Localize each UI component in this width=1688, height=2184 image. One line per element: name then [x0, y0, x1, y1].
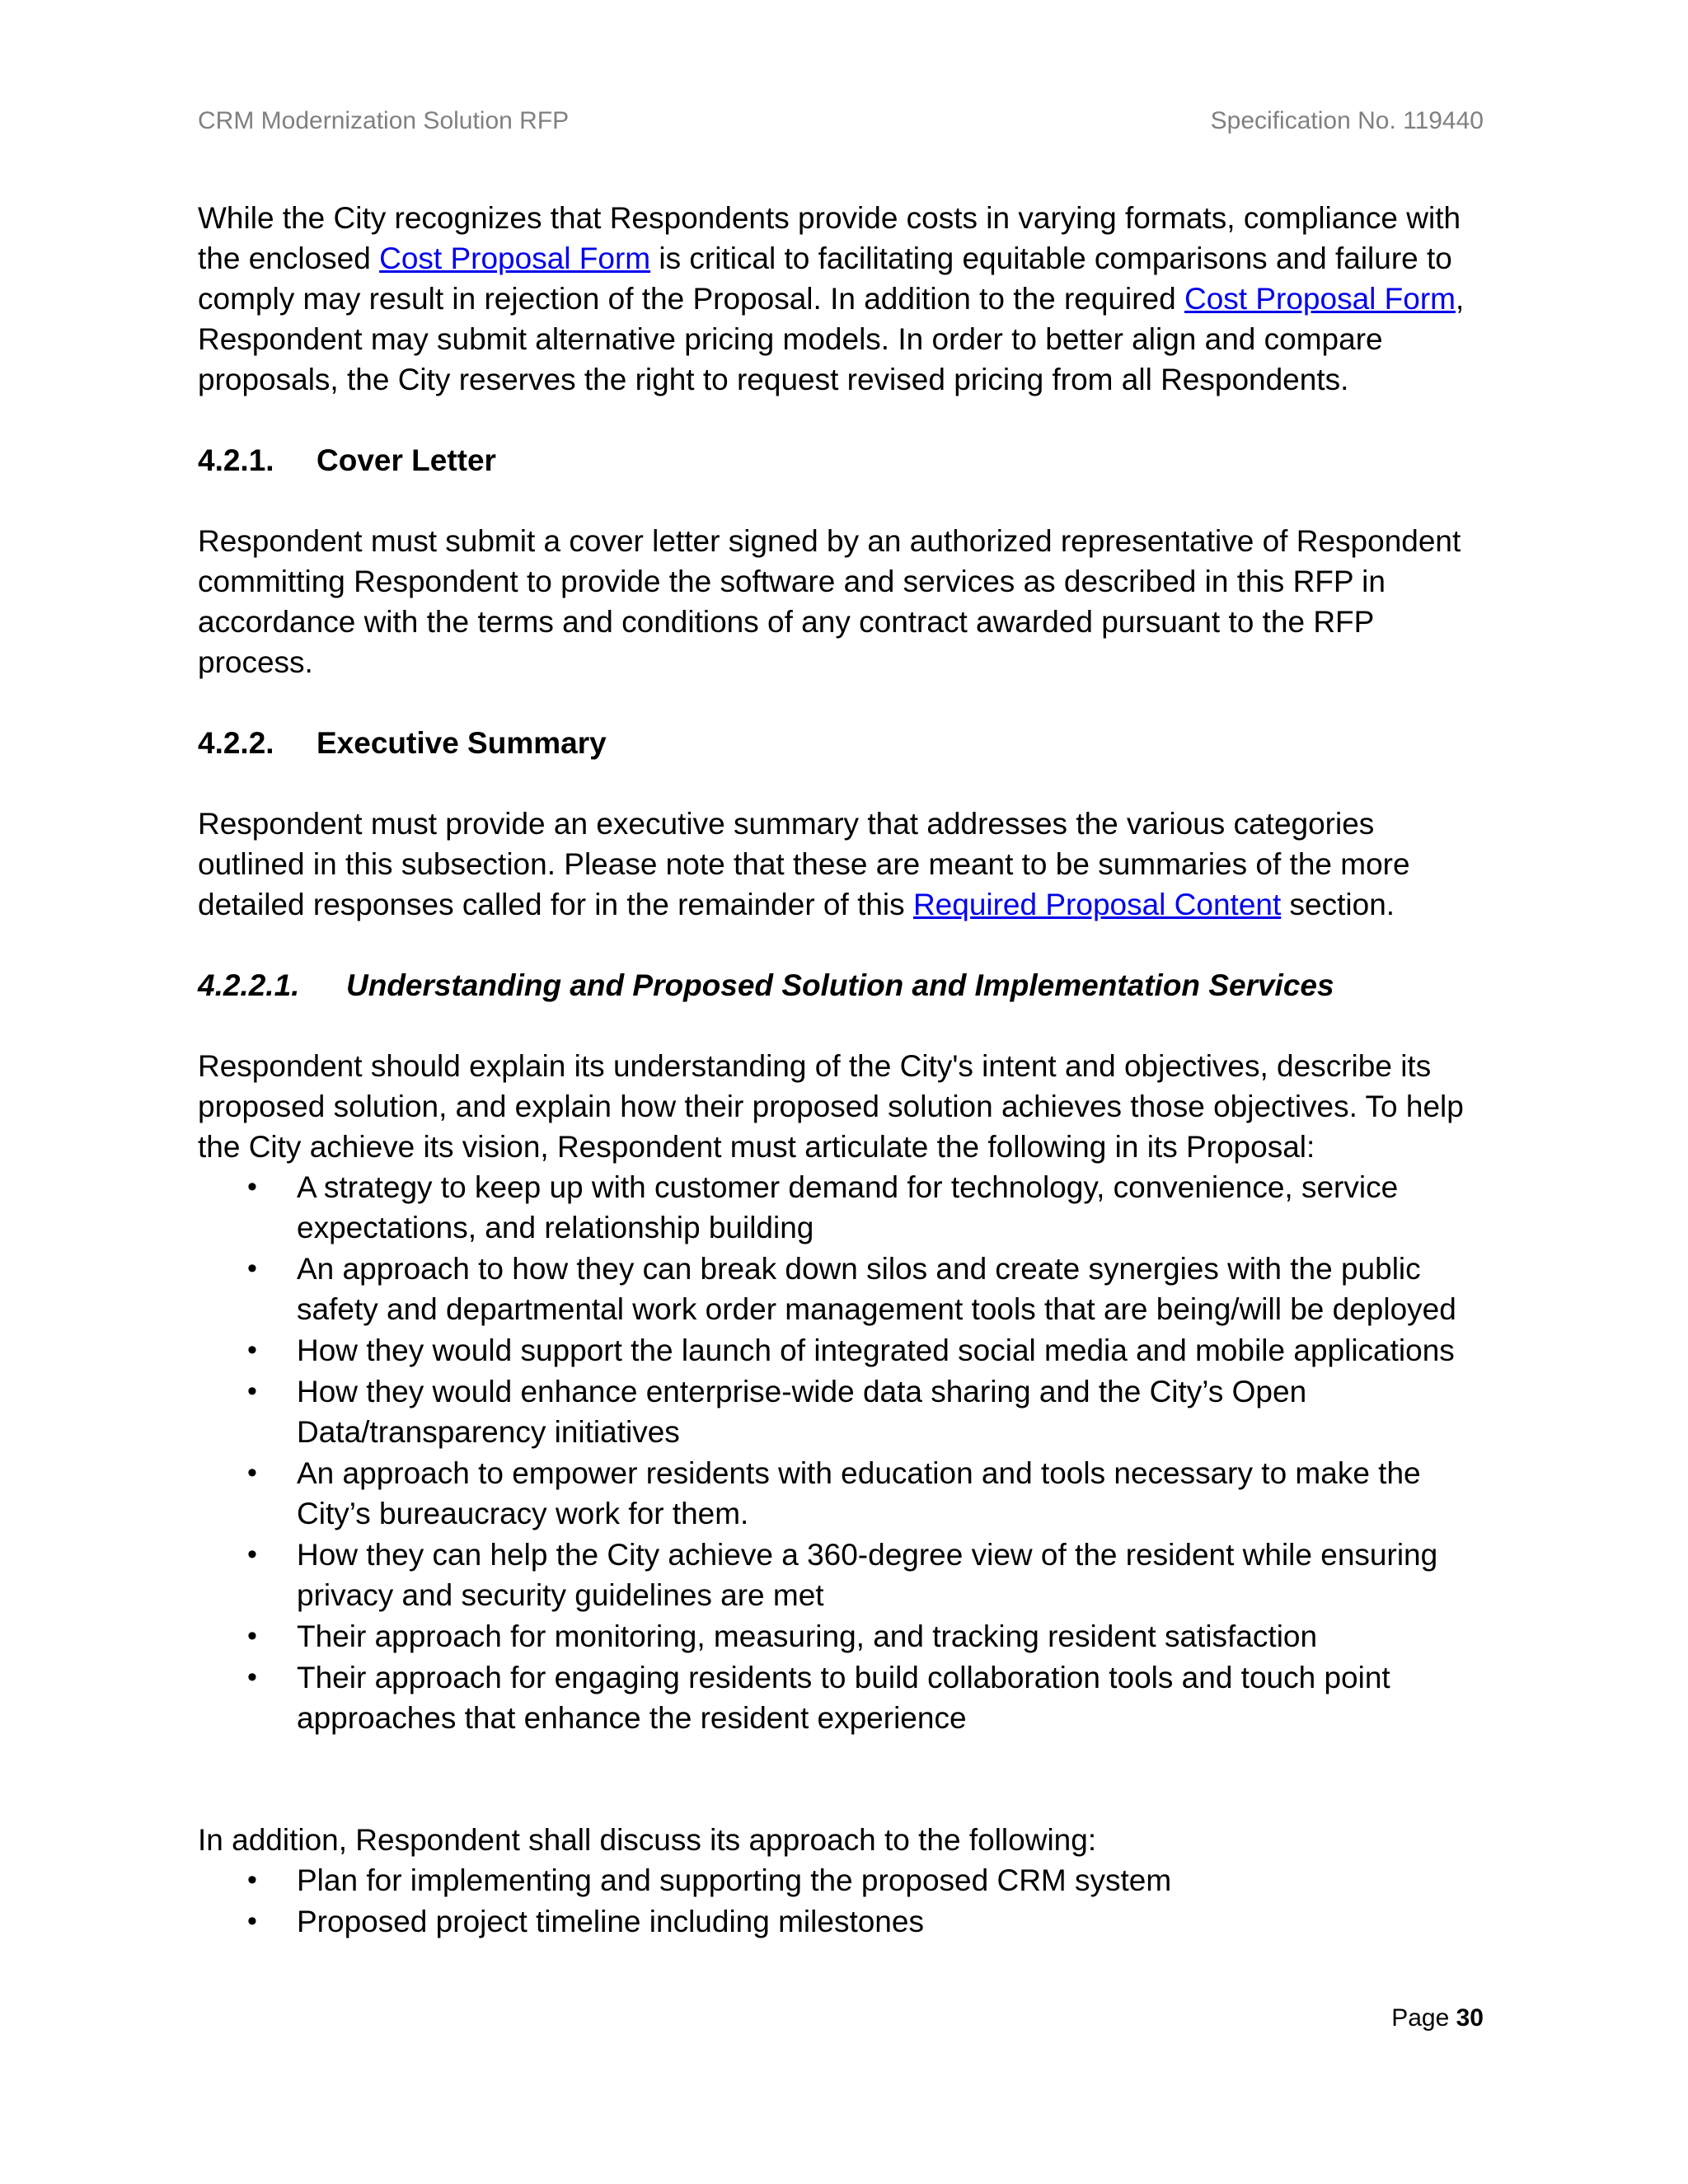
section-heading-executive-summary [198, 723, 1484, 763]
list-item-text: A strategy to keep up with customer demand for technology, convenience, service expectations, and relationship building [297, 1170, 1399, 1244]
page-content [198, 198, 1484, 1943]
section-title: Understanding and Proposed Solution and Implementation Services [346, 968, 1334, 1002]
intro-text-1: While the City recognizes that Respondents provide costs in varying formats, compliance with the enclosed [198, 201, 1461, 275]
cost-proposal-form-link-2[interactable]: Cost Proposal Form [1184, 282, 1456, 316]
list-item [247, 1453, 1484, 1534]
list-item-text: How they can help the City achieve a 360-degree view of the resident while ensuring privacy and security guidelines are met [297, 1538, 1438, 1612]
bullet-icon: • [247, 1171, 257, 1202]
list-item [247, 1616, 1484, 1657]
section-number: 4.2.2.1. [198, 968, 300, 1002]
executive-summary-paragraph [198, 804, 1484, 925]
list-item-text: An approach to how they can break down silos and create synergies with the public safety and departmental work order management tools that are being/will be deployed [297, 1252, 1456, 1326]
page-number: 30 [1456, 2004, 1484, 2032]
list-item-text: Plan for implementing and supporting the proposed CRM system [297, 1863, 1172, 1897]
list-item-text: Their approach for monitoring, measuring, and tracking resident satisfaction [297, 1619, 1318, 1653]
intro-paragraph [198, 198, 1484, 400]
section-heading-understanding [198, 965, 1484, 1005]
cost-proposal-form-link[interactable]: Cost Proposal Form [379, 241, 651, 275]
bullet-icon: • [247, 1905, 257, 1937]
bullet-icon: • [247, 1661, 257, 1693]
bullet-icon: • [247, 1376, 257, 1407]
list-item [247, 1901, 1484, 1942]
section-number: 4.2.2. [198, 726, 274, 760]
list-item [247, 1249, 1484, 1329]
list-item [247, 1330, 1484, 1371]
understanding-paragraph: Respondent should explain its understanding of the City's intent and objectives, describe its proposed solution, and explain how their proposed solution achieves those objectives. To help the City achieve its vision, Respondent must articulate the following in its Proposal: [198, 1049, 1464, 1164]
bullet-icon: • [247, 1457, 257, 1488]
bullet-icon: • [247, 1539, 257, 1570]
exec-text-1: Respondent must provide an executive summary that addresses the various categories outlined in this subsection. Please note that these are meant to be summaries of the more detailed responses called for in the remainder of this [198, 807, 1410, 921]
bullet-icon: • [247, 1620, 257, 1652]
cover-letter-paragraph: Respondent must submit a cover letter signed by an authorized representative of Respondent committing Respondent to provide the software and services as described in this RFP in accordance with the terms and conditions of any contract awarded pursuant to the RFP process. [198, 524, 1461, 679]
list-item [247, 1657, 1484, 1738]
section-title: Cover Letter [316, 443, 496, 477]
list-item [247, 1535, 1484, 1615]
list-item-text: An approach to empower residents with education and tools necessary to make the City’s bureaucracy work for them. [297, 1456, 1421, 1530]
bullet-icon: • [247, 1334, 257, 1366]
list-item-text: How they would support the launch of integrated social media and mobile applications [297, 1333, 1455, 1367]
list-item [247, 1167, 1484, 1248]
header-title: CRM Modernization Solution RFP [198, 107, 570, 134]
section-number: 4.2.1. [198, 443, 274, 477]
bullet-icon: • [247, 1864, 257, 1896]
section-title: Executive Summary [316, 726, 607, 760]
articulation-bullet-list [198, 1167, 1484, 1738]
addition-intro: In addition, Respondent shall discuss its approach to the following: [198, 1823, 1097, 1857]
addition-bullet-list [198, 1860, 1484, 1942]
list-item-text: Proposed project timeline including milestones [297, 1905, 924, 1938]
bullet-icon: • [247, 1253, 257, 1284]
exec-text-2: section. [1281, 888, 1395, 921]
list-item [247, 1371, 1484, 1452]
list-item-text: How they would enhance enterprise-wide data sharing and the City’s Open Data/transparency initiatives [297, 1375, 1307, 1449]
required-proposal-content-link[interactable]: Required Proposal Content [912, 888, 1282, 921]
page-footer [1391, 2004, 1484, 2032]
section-heading-cover-letter [198, 440, 1484, 480]
list-item-text: Their approach for engaging residents to build collaboration tools and touch point approaches that enhance the resident experience [297, 1661, 1390, 1735]
page-header [198, 107, 1484, 140]
intro-text-3: , Respondent may submit alternative pricing models. In order to better align and compare proposals, the City reserves the right to request revised pricing from all Respondents. [198, 282, 1465, 396]
header-spec-number: Specification No. 119440 [1210, 107, 1484, 134]
spacer [198, 1739, 1484, 1820]
page-label: Page [1391, 2004, 1456, 2032]
list-item [247, 1860, 1484, 1900]
intro-text-2: is critical to facilitating equitable comparisons and failure to comply may result in rejection of the Proposal. In addition to the required [198, 241, 1452, 316]
